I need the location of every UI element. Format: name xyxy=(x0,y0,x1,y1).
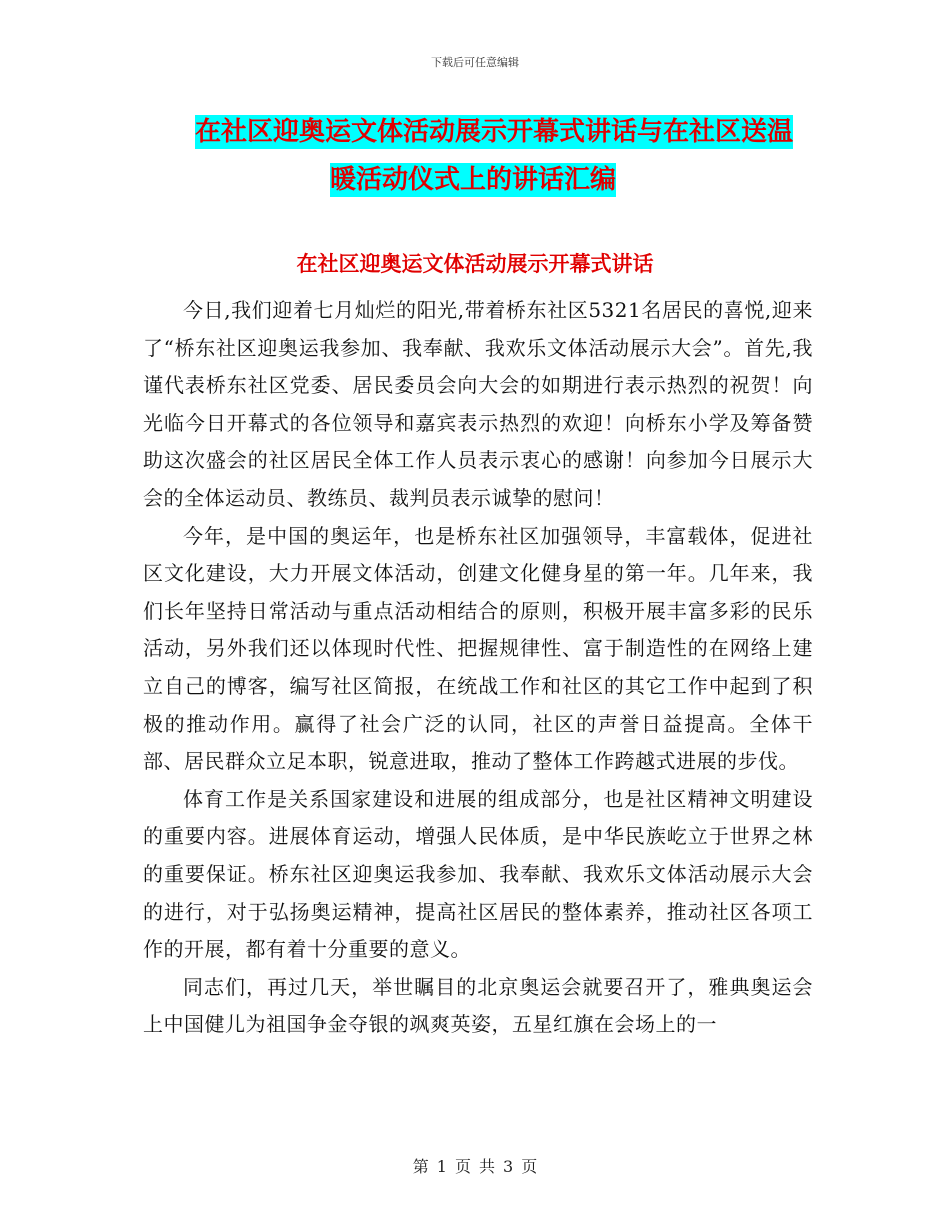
paragraph: 体育工作是关系国家建设和进展的组成部分，也是社区精神文明建设的重要内容。进展体育运动，增强人民体质，是中华民族屹立于世界之林的重要保证。桥东社区迎奥运我参加、我奉献、我欢乐文体活动展示大会的进行，对于弘扬奥运精神，提高社区居民的整体素养，推动社区各项工作的开展，都有着十分重要的意义。 xyxy=(143,786,813,962)
title-line-1: 在社区迎奥运文体活动展示开幕式讲话与在社区送温 xyxy=(195,117,794,147)
paragraph: 今日,我们迎着七月灿烂的阳光,带着桥东社区5321名居民的喜悦,迎来了“桥东社区迎奥运我参加、我奉献、我欢乐文体活动展示大会”。首先,我谨代表桥东社区党委、居民委员会向大会的如期进行表示热烈的祝贺！向光临今日开幕式的各位领导和嘉宾表示热烈的欢迎！向桥东小学及筹备赞助这次盛会的社区居民全体工作人员表示衷心的感谢！向参加今日展示大会的全体运动员、教练员、裁判员表示诚挚的慰问！ xyxy=(143,298,813,510)
footer-gong: 共 xyxy=(479,1157,496,1176)
footer-ye: 页 xyxy=(454,1157,471,1176)
section-title: 在社区迎奥运文体活动展示开幕式讲话 xyxy=(296,252,654,276)
document-title xyxy=(140,108,820,204)
page-footer xyxy=(0,1154,950,1177)
paragraph: 同志们，再过几天，举世瞩目的北京奥运会就要召开了，雅典奥运会上中国健儿为祖国争金夺银的飒爽英姿，五星红旗在会场上的一 xyxy=(143,974,813,1037)
footer-di: 第 xyxy=(412,1157,429,1176)
footer-ye-end: 页 xyxy=(521,1157,538,1176)
document-body xyxy=(143,292,813,1044)
total-pages: 3 xyxy=(503,1157,514,1176)
page-number: 1 xyxy=(436,1157,447,1176)
paragraph: 今年，是中国的奥运年，也是桥东社区加强领导，丰富载体，促进社区文化建设，大力开展文体活动，创建文化健身星的第一年。几年来，我们长年坚持日常活动与重点活动相结合的原则，积极开展丰富多彩的民乐活动，另外我们还以体现时代性、把握规律性、富于制造性的在网络上建立自己的博客，编写社区简报，在统战工作和社区的其它工作中起到了积极的推动作用。赢得了社会广泛的认同，社区的声誉日益提高。全体干部、居民群众立足本职，锐意进取，推动了整体工作跨越式进展的步伐。 xyxy=(143,523,813,774)
page-header-note: 下载后可任意编辑 xyxy=(431,56,519,69)
title-line-2: 暖活动仪式上的讲话汇编 xyxy=(330,165,617,195)
